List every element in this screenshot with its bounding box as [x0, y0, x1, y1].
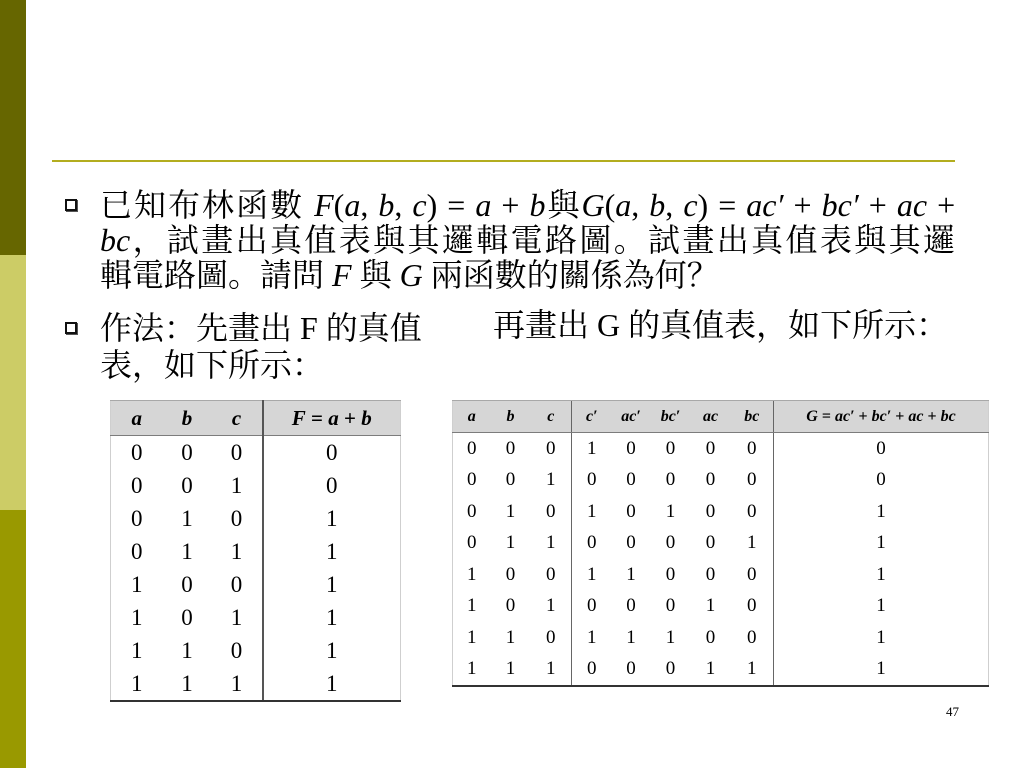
math-variable: ac′	[621, 407, 641, 425]
truth-value-cell: 0	[230, 505, 243, 531]
math-variable: c′	[585, 407, 598, 425]
truth-value-cell: 1	[263, 601, 401, 634]
truth-value-cell: 0	[774, 465, 989, 497]
truth-value-cell: 1	[131, 637, 143, 663]
math-variable: b	[361, 405, 372, 430]
math-variable: b	[378, 188, 395, 223]
math-variable: G	[806, 407, 818, 425]
truth-value-cell: 1	[263, 667, 401, 701]
truth-value-cell: 0	[263, 469, 401, 502]
question-line: 已知布林函數 F(a, b, c) = a + b與G(a, b, c) = ac′ + bc′ + ac +	[100, 188, 955, 223]
truth-value-cell: 0	[747, 563, 757, 585]
truth-value-cell: 1	[572, 559, 612, 591]
truth-table-row	[111, 436, 401, 470]
math-variable: bc′	[660, 407, 681, 425]
truth-table-row	[453, 496, 989, 528]
math-variable: ac	[908, 407, 924, 425]
truth-value-cell: 0	[572, 528, 612, 560]
truth-value-cell: 0	[774, 433, 989, 465]
truth-table-row	[453, 622, 989, 654]
truth-table-row	[111, 667, 401, 701]
math-variable: G	[581, 188, 605, 223]
truth-value-cell: 1	[626, 626, 636, 648]
truth-value-cell: 1	[774, 528, 989, 560]
truth-table-row	[453, 465, 989, 497]
g-table-header	[453, 401, 989, 433]
truth-value-cell: 0	[705, 469, 716, 491]
truth-value-cell: 0	[651, 654, 691, 687]
math-variable: ac	[896, 188, 928, 223]
sidebar-stripe-bottom	[0, 510, 26, 768]
truth-value-cell: 1	[467, 563, 477, 585]
truth-value-cell: 0	[467, 469, 477, 491]
truth-value-cell: 0	[705, 500, 716, 522]
math-variable: bc	[940, 407, 956, 425]
truth-value-cell: 1	[665, 500, 676, 522]
column-header-bc	[731, 401, 774, 433]
truth-value-cell: 1	[230, 472, 243, 498]
math-variable: F	[291, 405, 306, 430]
truth-value-cell: 1	[505, 532, 516, 554]
truth-value-cell: 0	[181, 604, 193, 630]
column-header-c-prime	[572, 401, 612, 433]
truth-value-cell: 0	[505, 437, 516, 459]
truth-value-cell: 1	[467, 595, 477, 617]
truth-value-cell: 1	[163, 667, 212, 701]
truth-value-cell: 0	[263, 436, 401, 470]
math-variable: c	[683, 188, 698, 223]
truth-value-cell: 1	[572, 433, 612, 465]
header-row	[453, 401, 989, 433]
truth-table-row	[111, 601, 401, 634]
g-truth-table	[452, 400, 989, 687]
math-variable: bc′	[871, 407, 892, 425]
truth-value-cell: 1	[665, 626, 676, 648]
truth-value-cell: 0	[665, 437, 676, 459]
math-variable: c	[547, 407, 555, 425]
title-divider	[52, 160, 955, 162]
truth-value-cell: 1	[505, 626, 516, 648]
truth-value-cell: 0	[572, 654, 612, 687]
truth-value-cell: 1	[181, 538, 193, 564]
truth-value-cell: 0	[131, 505, 143, 531]
truth-value-cell: 1	[546, 532, 556, 554]
truth-value-cell: 1	[691, 654, 731, 687]
truth-value-cell: 1	[774, 622, 989, 654]
truth-value-cell: 1	[181, 505, 193, 531]
truth-value-cell: 1	[626, 563, 636, 585]
truth-value-cell: 1	[453, 654, 491, 687]
f-truth-table	[110, 400, 401, 702]
truth-value-cell: 0	[131, 538, 143, 564]
math-variable: b	[181, 405, 193, 430]
truth-value-cell: 1	[774, 559, 989, 591]
truth-value-cell: 0	[230, 637, 243, 663]
truth-value-cell: 1	[491, 654, 531, 687]
truth-value-cell: 1	[531, 654, 572, 687]
truth-value-cell: 0	[626, 437, 636, 459]
truth-value-cell: 1	[230, 604, 243, 630]
truth-value-cell: 0	[546, 500, 556, 522]
truth-value-cell: 0	[747, 437, 757, 459]
truth-value-cell: 1	[111, 667, 163, 701]
math-variable: a	[328, 405, 339, 430]
truth-value-cell: 1	[731, 654, 774, 687]
column-header-g: G = ac′ + bc′ + ac + bc	[774, 401, 989, 433]
method-line: 表，如下所示：	[100, 347, 325, 383]
truth-table-row	[453, 654, 989, 687]
column-header-c	[531, 401, 572, 433]
column-header-f: F = a + b	[263, 401, 401, 436]
truth-value-cell: 1	[263, 568, 401, 601]
math-variable: c	[231, 405, 242, 430]
truth-value-cell: 1	[572, 622, 612, 654]
math-variable: bc	[744, 407, 760, 425]
truth-value-cell: 1	[263, 502, 401, 535]
truth-value-cell: 0	[505, 595, 516, 617]
truth-value-cell: 1	[131, 571, 143, 597]
math-variable: ac′	[834, 407, 855, 425]
truth-table-row	[111, 502, 401, 535]
g-table-caption: 再畫出 G 的真值表，如下所示：	[493, 307, 949, 343]
math-variable: b	[506, 407, 515, 425]
math-variable: bc	[100, 223, 131, 258]
truth-value-cell: 1	[546, 469, 556, 491]
truth-value-cell: 1	[263, 535, 401, 568]
truth-value-cell: 0	[181, 439, 193, 465]
g-table-body	[453, 433, 989, 687]
truth-value-cell: 0	[546, 437, 556, 459]
truth-value-cell: 0	[612, 654, 651, 687]
truth-value-cell: 0	[747, 626, 757, 648]
truth-value-cell: 0	[546, 626, 556, 648]
question-line: bc，試畫出真值表與其邏輯電路圖。試畫出真值表與其邏	[100, 223, 955, 258]
truth-value-cell: 1	[546, 595, 556, 617]
f-table-body	[111, 436, 401, 702]
truth-value-cell: 0	[747, 469, 757, 491]
truth-value-cell: 0	[572, 591, 612, 623]
truth-value-cell: 1	[230, 538, 243, 564]
truth-value-cell: 0	[131, 439, 143, 465]
header-row	[111, 401, 401, 436]
truth-value-cell: 0	[505, 469, 516, 491]
truth-value-cell: 1	[774, 591, 989, 623]
column-header-c	[212, 401, 263, 436]
truth-value-cell: 0	[546, 563, 556, 585]
question-line: 輯電路圖。請問 F 與 G 兩函數的關係為何？	[100, 257, 719, 293]
truth-value-cell: 1	[181, 637, 193, 663]
truth-value-cell: 0	[467, 437, 477, 459]
truth-value-cell: 0	[665, 595, 676, 617]
truth-table-row	[453, 559, 989, 591]
column-header-ac-prime	[612, 401, 651, 433]
column-header-b	[163, 401, 212, 436]
math-variable: a	[344, 188, 361, 223]
truth-value-cell: 0	[705, 437, 716, 459]
truth-value-cell: 0	[747, 500, 757, 522]
math-variable: F	[332, 257, 352, 293]
truth-value-cell: 1	[774, 496, 989, 528]
page-number: 47	[946, 704, 959, 719]
method-paragraph	[100, 310, 422, 384]
truth-value-cell: 0	[626, 532, 636, 554]
truth-table-row	[111, 469, 401, 502]
method-line: 作法：先畫出 F 的真值	[100, 310, 422, 346]
question-paragraph	[100, 188, 955, 293]
math-variable: a	[131, 405, 142, 430]
truth-value-cell: 0	[665, 469, 676, 491]
truth-value-cell: 1	[705, 595, 716, 617]
truth-value-cell: 1	[131, 604, 143, 630]
truth-value-cell: 0	[626, 469, 636, 491]
truth-value-cell: 0	[572, 465, 612, 497]
truth-table-row	[453, 591, 989, 623]
math-variable: a	[475, 188, 492, 223]
truth-table-row	[111, 535, 401, 568]
column-header-bc-prime	[651, 401, 691, 433]
truth-table-row	[111, 568, 401, 601]
truth-value-cell: 0	[705, 626, 716, 648]
column-header-a	[453, 401, 491, 433]
truth-value-cell: 1	[263, 634, 401, 667]
truth-value-cell: 0	[230, 571, 243, 597]
truth-value-cell: 1	[212, 667, 263, 701]
math-variable: a	[467, 407, 476, 425]
truth-value-cell: 0	[747, 595, 757, 617]
square-bullet-icon	[65, 199, 77, 211]
truth-value-cell: 0	[505, 563, 516, 585]
sidebar-stripe-top	[0, 0, 26, 255]
truth-value-cell: 0	[467, 532, 477, 554]
truth-value-cell: 0	[467, 500, 477, 522]
math-variable: F	[314, 188, 334, 223]
truth-value-cell: 1	[774, 654, 989, 687]
math-variable: c	[412, 188, 427, 223]
truth-table-row	[111, 634, 401, 667]
truth-value-cell: 0	[705, 532, 716, 554]
truth-value-cell: 0	[665, 532, 676, 554]
math-variable: b	[649, 188, 666, 223]
sidebar-stripe-middle	[0, 255, 26, 510]
column-header-b	[491, 401, 531, 433]
truth-value-cell: 1	[467, 626, 477, 648]
square-bullet-icon	[65, 322, 77, 334]
math-variable: ac′	[746, 188, 784, 223]
math-variable: G	[399, 257, 423, 293]
truth-value-cell: 1	[505, 500, 516, 522]
truth-value-cell: 0	[131, 472, 143, 498]
truth-value-cell: 0	[665, 563, 676, 585]
truth-value-cell: 0	[705, 563, 716, 585]
math-variable: a	[615, 188, 632, 223]
math-variable: b	[529, 188, 546, 223]
truth-value-cell: 0	[181, 472, 193, 498]
f-table-header	[111, 401, 401, 436]
column-header-a	[111, 401, 163, 436]
math-variable: ac	[702, 407, 719, 425]
truth-value-cell: 0	[181, 571, 193, 597]
truth-value-cell: 0	[626, 595, 636, 617]
truth-value-cell: 0	[626, 500, 636, 522]
truth-value-cell: 1	[747, 532, 757, 554]
truth-table-row	[453, 528, 989, 560]
math-variable: bc′	[821, 188, 859, 223]
truth-value-cell: 0	[230, 439, 243, 465]
truth-table-row	[453, 433, 989, 465]
column-header-ac	[691, 401, 731, 433]
truth-value-cell: 1	[572, 496, 612, 528]
